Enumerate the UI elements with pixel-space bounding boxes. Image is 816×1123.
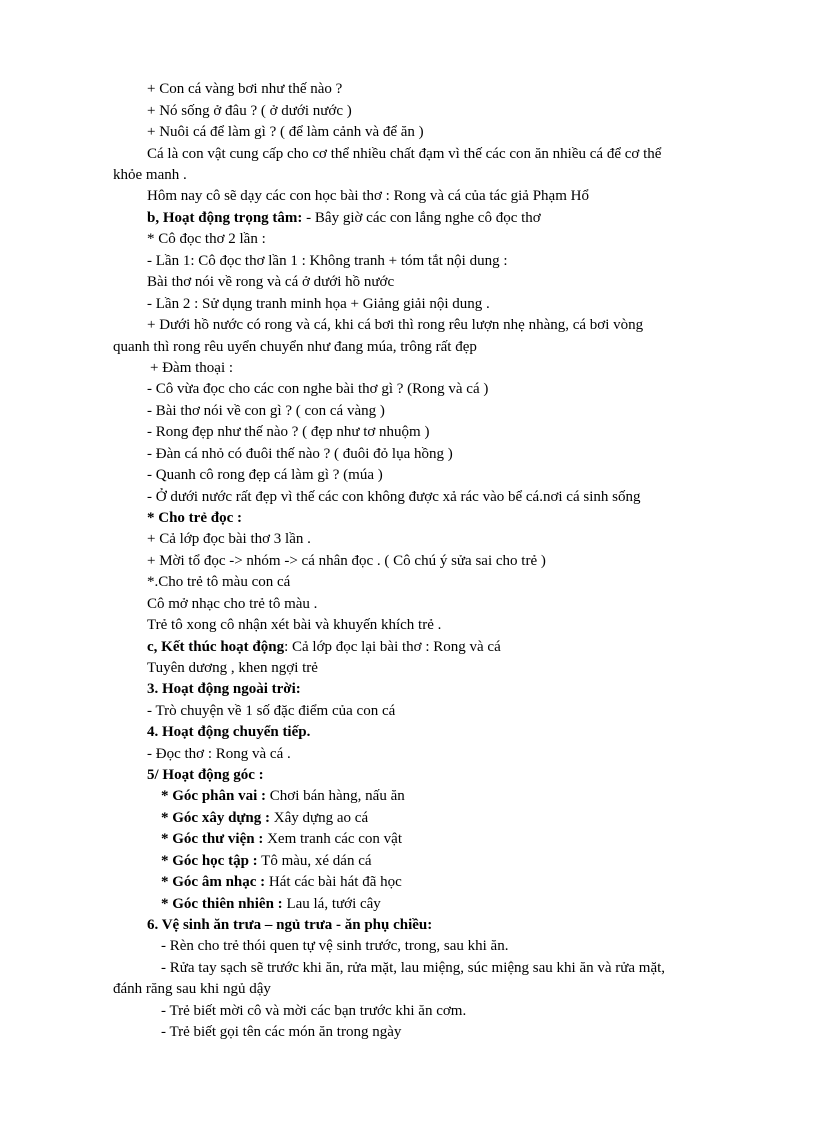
section-4-text: - Đọc thơ : Rong và cá . [147, 746, 291, 762]
section-3-heading: 3. Hoạt động ngoài trời: [147, 681, 301, 697]
section-b-heading: b, Hoạt động trọng tâm: [147, 210, 303, 226]
section-c-text: : Cả lớp đọc lại bài thơ : Rong và cá [284, 639, 501, 655]
children-read-2: + Mời tổ đọc -> nhóm -> cá nhân đọc . ( Cô chú ý sửa sai cho trẻ ) [147, 553, 546, 569]
section-6-item-2-line-1: - Rửa tay sạch sẽ trước khi ăn, rửa mặt, lau miệng, súc miệng sau khi ăn và rửa mặt, [161, 960, 666, 976]
explain-line-1: + Dưới hồ nước có rong và cá, khi cá bơi thì rong rêu lượn nhẹ nhàng, cá bơi vòng [147, 317, 644, 333]
corner-item: * Góc âm nhạc : Hát các bài hát đã học [161, 874, 402, 890]
children-read-4: Cô mở nhạc cho trẻ tô màu . [147, 596, 318, 612]
section-4-heading: 4. Hoạt động chuyển tiếp. [147, 724, 311, 740]
children-read-5: Trẻ tô xong cô nhận xét bài và khuyến khích trẻ . [147, 617, 442, 633]
corner-item: * Góc phân vai : Chơi bán hàng, nấu ăn [161, 788, 405, 804]
section-b-text: - Bây giờ các con lắng nghe cô đọc thơ [302, 210, 541, 226]
section-b-heading-line [147, 208, 541, 228]
praise-line: Tuyên dương , khen ngợi trẻ [147, 660, 318, 676]
reading-time-1: - Lần 1: Cô đọc thơ lần 1 : Không tranh + tóm tắt nội dung : [147, 253, 508, 269]
section-6-item-3: - Trẻ biết mời cô và mời các bạn trước khi ăn cơm. [161, 1003, 467, 1019]
explain-line-2: quanh thì rong rêu uyển chuyển như đang múa, trông rất đẹp [113, 339, 477, 355]
dialogue-item-6: - Ở dưới nước rất đẹp vì thế các con không được xả rác vào bể cá.nơi cá sinh sống [147, 489, 641, 505]
dialogue-item-1: - Cô vừa đọc cho các con nghe bài thơ gì ? (Rong và cá ) [147, 381, 489, 397]
intro-question-1: + Con cá vàng bơi như thế nào ? [147, 81, 343, 97]
intro-paragraph-line-1: Cá là con vật cung cấp cho cơ thể nhiều chất đạm vì thế các con ăn nhiều cá để cơ thể [147, 146, 662, 162]
section-6-item-1: - Rèn cho trẻ thói quen tự vệ sinh trước, trong, sau khi ăn. [161, 938, 509, 954]
section-5-heading: 5/ Hoạt động góc : [147, 767, 264, 783]
section-6-item-4: - Trẻ biết gọi tên các món ăn trong ngày [161, 1024, 402, 1040]
children-read-heading: * Cho trẻ đọc : [147, 510, 242, 526]
section-c-heading: c, Kết thúc hoạt động [147, 639, 285, 655]
intro-question-3: + Nuôi cá để làm gì ? ( để làm cảnh và để ăn ) [147, 124, 424, 140]
children-read-3: *.Cho trẻ tô màu con cá [147, 574, 291, 590]
children-read-1: + Cả lớp đọc bài thơ 3 lần . [147, 531, 311, 547]
intro-today: Hôm nay cô sẽ dạy các con học bài thơ : Rong và cá của tác giả Phạm Hổ [147, 188, 589, 204]
read-twice: * Cô đọc thơ 2 lần : [147, 231, 266, 247]
dialogue-item-3: - Rong đẹp như thế nào ? ( đẹp như tơ nhuộm ) [147, 424, 430, 440]
poem-summary: Bài thơ nói về rong và cá ở dưới hồ nước [147, 274, 395, 290]
dialogue-heading: + Đàm thoại : [150, 360, 234, 376]
dialogue-item-5: - Quanh cô rong đẹp cá làm gì ? (múa ) [147, 467, 383, 483]
corner-item: * Góc xây dựng : Xây dựng ao cá [161, 810, 369, 826]
section-3-text: - Trò chuyện về 1 số đặc điểm của con cá [147, 703, 396, 719]
corner-item: * Góc thiên nhiên : Lau lá, tưới cây [161, 896, 381, 912]
reading-time-2: - Lần 2 : Sử dụng tranh minh họa + Giảng giải nội dung . [147, 296, 490, 312]
corner-item: * Góc học tập : Tô màu, xé dán cá [161, 853, 372, 869]
dialogue-item-4: - Đàn cá nhỏ có đuôi thế nào ? ( đuôi đỏ lụa hồng ) [147, 446, 453, 462]
intro-paragraph-line-2: khỏe manh . [113, 167, 187, 183]
section-6-heading: 6. Vệ sinh ăn trưa – ngủ trưa - ăn phụ chiều: [147, 917, 433, 933]
section-c-line [147, 637, 501, 657]
intro-question-2: + Nó sống ở đâu ? ( ở dưới nước ) [147, 103, 352, 119]
corner-item: * Góc thư viện : Xem tranh các con vật [161, 831, 403, 847]
section-6-item-2-line-2: đánh răng sau khi ngủ dậy [113, 981, 271, 997]
dialogue-item-2: - Bài thơ nói về con gì ? ( con cá vàng ) [147, 403, 385, 419]
